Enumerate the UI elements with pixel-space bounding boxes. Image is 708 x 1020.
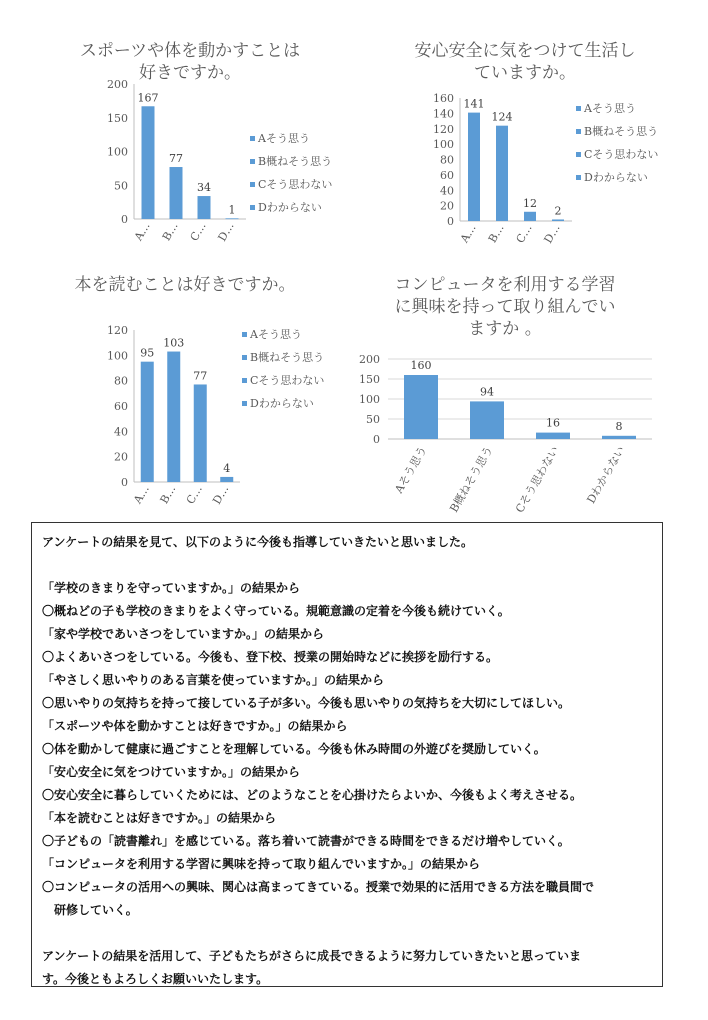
x-tick-label: D… xyxy=(210,483,232,507)
summary-line: 「家や学校であいさつをしていますか。」の結果から xyxy=(42,627,325,641)
legend-label: Dわからない xyxy=(584,171,648,184)
x-tick-label: A… xyxy=(131,483,152,506)
legend-swatch xyxy=(242,332,247,337)
legend-label: Cそう思わない xyxy=(250,374,325,387)
y-tick-label: 140 xyxy=(433,107,454,121)
y-tick-label: 120 xyxy=(107,324,128,337)
y-tick-label: 120 xyxy=(433,122,454,136)
legend-swatch xyxy=(576,152,581,157)
x-tick-label: Cそう思わない xyxy=(513,444,562,515)
legend-swatch xyxy=(576,175,581,180)
legend-swatch xyxy=(576,106,581,111)
summary-line: 「コンピュータを利用する学習に興味を持って取り組んでいますか。」の結果から xyxy=(42,857,481,871)
data-label: 12 xyxy=(523,196,537,210)
summary-box xyxy=(31,522,663,987)
y-tick-label: 200 xyxy=(107,78,128,91)
y-tick-label: 20 xyxy=(114,450,128,464)
bar xyxy=(141,362,154,482)
chart-title-line: に興味を持って取り組んでい xyxy=(394,297,616,317)
data-label: 141 xyxy=(463,97,485,111)
legend-label: B概ねそう思う xyxy=(584,125,659,138)
spacer xyxy=(42,922,652,945)
data-label: 77 xyxy=(169,152,183,166)
summary-intro: アンケートの結果を見て、以下のように今後も指導していきたいと思いました。 xyxy=(42,535,474,549)
y-tick-label: 40 xyxy=(114,425,128,439)
bar xyxy=(552,219,564,221)
data-label: 4 xyxy=(223,461,231,475)
y-tick-label: 100 xyxy=(433,138,454,152)
bar xyxy=(468,113,480,221)
bar xyxy=(170,167,183,219)
chart-title-line: ますか 。 xyxy=(468,319,542,339)
bar xyxy=(167,352,180,482)
y-tick-label: 60 xyxy=(440,168,454,182)
summary-line: 「スポーツや体を動かすことは好きですか。」の結果から xyxy=(42,719,348,733)
bar xyxy=(524,212,536,221)
summary-line: 「安心安全に気をつけていますか。」の結果から xyxy=(42,765,301,779)
bar xyxy=(470,401,504,439)
legend-label: B概ねそう思う xyxy=(258,155,333,168)
data-label: 124 xyxy=(491,110,513,124)
legend-label: Aそう思う xyxy=(258,132,310,145)
bar xyxy=(142,106,155,219)
x-tick-label: D… xyxy=(215,220,237,244)
legend-label: Dわからない xyxy=(258,201,322,214)
bar xyxy=(602,436,636,439)
chart-plot xyxy=(350,272,670,518)
summary-line: 〇思いやりの気持ちを持って接している子が多い。今後も思いやりの気持ちを大切にしてほしい。 xyxy=(42,696,571,710)
legend-label: Dわからない xyxy=(250,397,314,410)
legend-swatch xyxy=(250,205,255,210)
summary-line: 「本を読むことは好きですか。」の結果から xyxy=(42,811,277,825)
bar xyxy=(194,384,207,482)
x-tick-label: Aそう思う xyxy=(392,444,430,496)
summary-line: 〇コンピュータの活用への興味、関心は高まってきている。授業で効果的に活用できる方法を職員間で xyxy=(42,880,595,894)
summary-line: 〇体を動かして健康に過ごすことを理解している。今後も休み時間の外遊びを奨励していく。 xyxy=(42,742,546,756)
bar xyxy=(226,218,239,219)
legend-swatch xyxy=(250,136,255,141)
legend-swatch xyxy=(576,129,581,134)
bar xyxy=(536,433,570,439)
x-tick-label: C… xyxy=(183,483,205,507)
x-tick-label: B… xyxy=(485,222,507,246)
x-tick-label: C… xyxy=(187,220,209,244)
chart-title-line: コンピュータを利用する学習 xyxy=(394,275,616,295)
x-tick-label: Dわからない xyxy=(584,444,628,506)
y-tick-label: 100 xyxy=(359,393,380,406)
y-tick-label: 40 xyxy=(440,184,454,198)
bar xyxy=(220,477,233,482)
legend-label: Cそう思わない xyxy=(258,178,333,191)
data-label: 16 xyxy=(546,416,560,430)
y-tick-label: 100 xyxy=(107,145,128,159)
data-label: 103 xyxy=(163,336,185,350)
data-label: 2 xyxy=(554,204,562,218)
data-label: 94 xyxy=(480,385,494,399)
x-tick-label: C… xyxy=(513,222,535,246)
y-tick-label: 0 xyxy=(121,213,128,226)
data-label: 34 xyxy=(197,181,211,195)
summary-line: 〇よくあいさつをしている。今後も、登下校、授業の開始時などに挨拶を励行する。 xyxy=(42,650,499,664)
bar xyxy=(404,375,438,439)
chart-title-line: スポーツや体を動かすことは xyxy=(79,41,301,61)
data-label: 167 xyxy=(137,91,159,105)
y-tick-label: 80 xyxy=(440,153,454,167)
data-label: 1 xyxy=(228,203,236,217)
y-tick-label: 160 xyxy=(433,92,454,105)
spacer xyxy=(42,554,652,577)
x-tick-label: B… xyxy=(159,220,181,244)
y-tick-label: 100 xyxy=(107,349,128,363)
legend-label: Aそう思う xyxy=(250,328,302,341)
x-tick-label: A… xyxy=(457,222,479,245)
x-tick-label: D… xyxy=(541,222,563,246)
summary-line: 〇概ねどの子も学校のきまりをよく守っている。規範意識の定着を今後も続けていく。 xyxy=(42,604,510,618)
summary-line: 「学校のきまりを守っていますか。」の結果から xyxy=(42,581,301,595)
y-tick-label: 150 xyxy=(107,111,128,125)
summary-line: 「やさしく思いやりのある言葉を使っていますか。」の結果から xyxy=(42,673,385,687)
chart-sports xyxy=(60,38,350,248)
y-tick-label: 150 xyxy=(359,373,380,386)
chart-reading xyxy=(60,272,350,512)
x-tick-label: B… xyxy=(157,483,179,507)
data-label: 95 xyxy=(140,346,155,360)
bar xyxy=(198,196,211,219)
legend-swatch xyxy=(242,401,247,406)
chart-computer xyxy=(350,272,670,518)
summary-closing: す。今後ともよろしくお願いいたします。 xyxy=(42,972,269,986)
data-label: 8 xyxy=(615,419,623,433)
y-tick-label: 50 xyxy=(114,179,128,193)
chart-title-line: 安心安全に気をつけて生活し xyxy=(414,41,636,61)
x-tick-label: A… xyxy=(131,220,153,243)
y-tick-label: 20 xyxy=(440,199,454,213)
chart-plot xyxy=(420,38,708,253)
y-tick-label: 80 xyxy=(114,374,128,388)
chart-title-line: ていますか。 xyxy=(474,63,576,83)
y-tick-label: 200 xyxy=(359,353,380,366)
chart-safety xyxy=(414,38,708,253)
data-label: 160 xyxy=(410,359,432,372)
chart-plot xyxy=(60,272,350,512)
chart-plot xyxy=(60,38,350,248)
legend-label: Aそう思う xyxy=(584,102,636,115)
x-tick-label: B概ねそう思う xyxy=(447,444,496,515)
y-tick-label: 60 xyxy=(114,400,128,413)
bar xyxy=(496,126,508,221)
legend-swatch xyxy=(242,355,247,360)
legend-swatch xyxy=(242,378,247,383)
summary-line: 〇子どもの「読書離れ」を感じている。落ち着いて読書ができる時間をできるだけ増やしていく。 xyxy=(42,834,570,848)
chart-title-line: 好きですか。 xyxy=(139,63,241,83)
legend-label: Cそう思わない xyxy=(584,148,659,161)
y-tick-label: 50 xyxy=(366,413,380,426)
y-tick-label: 0 xyxy=(121,476,128,489)
chart-title-line: 本を読むことは好きですか。 xyxy=(74,275,296,295)
summary-line: 研修していく。 xyxy=(54,903,138,917)
y-tick-label: 0 xyxy=(447,215,454,228)
summary-line: 〇安心安全に暮らしていくためには、どのようなことを心掛けたらよいか、今後もよく考えさせる。 xyxy=(42,788,583,802)
legend-swatch xyxy=(250,182,255,187)
data-label: 77 xyxy=(193,369,208,383)
legend-swatch xyxy=(250,159,255,164)
summary-closing: アンケートの結果を活用して、子どもたちがさらに成長できるように努力していきたいと思っていま xyxy=(42,949,582,963)
y-tick-label: 0 xyxy=(373,433,380,446)
legend-label: B概ねそう思う xyxy=(250,351,325,364)
